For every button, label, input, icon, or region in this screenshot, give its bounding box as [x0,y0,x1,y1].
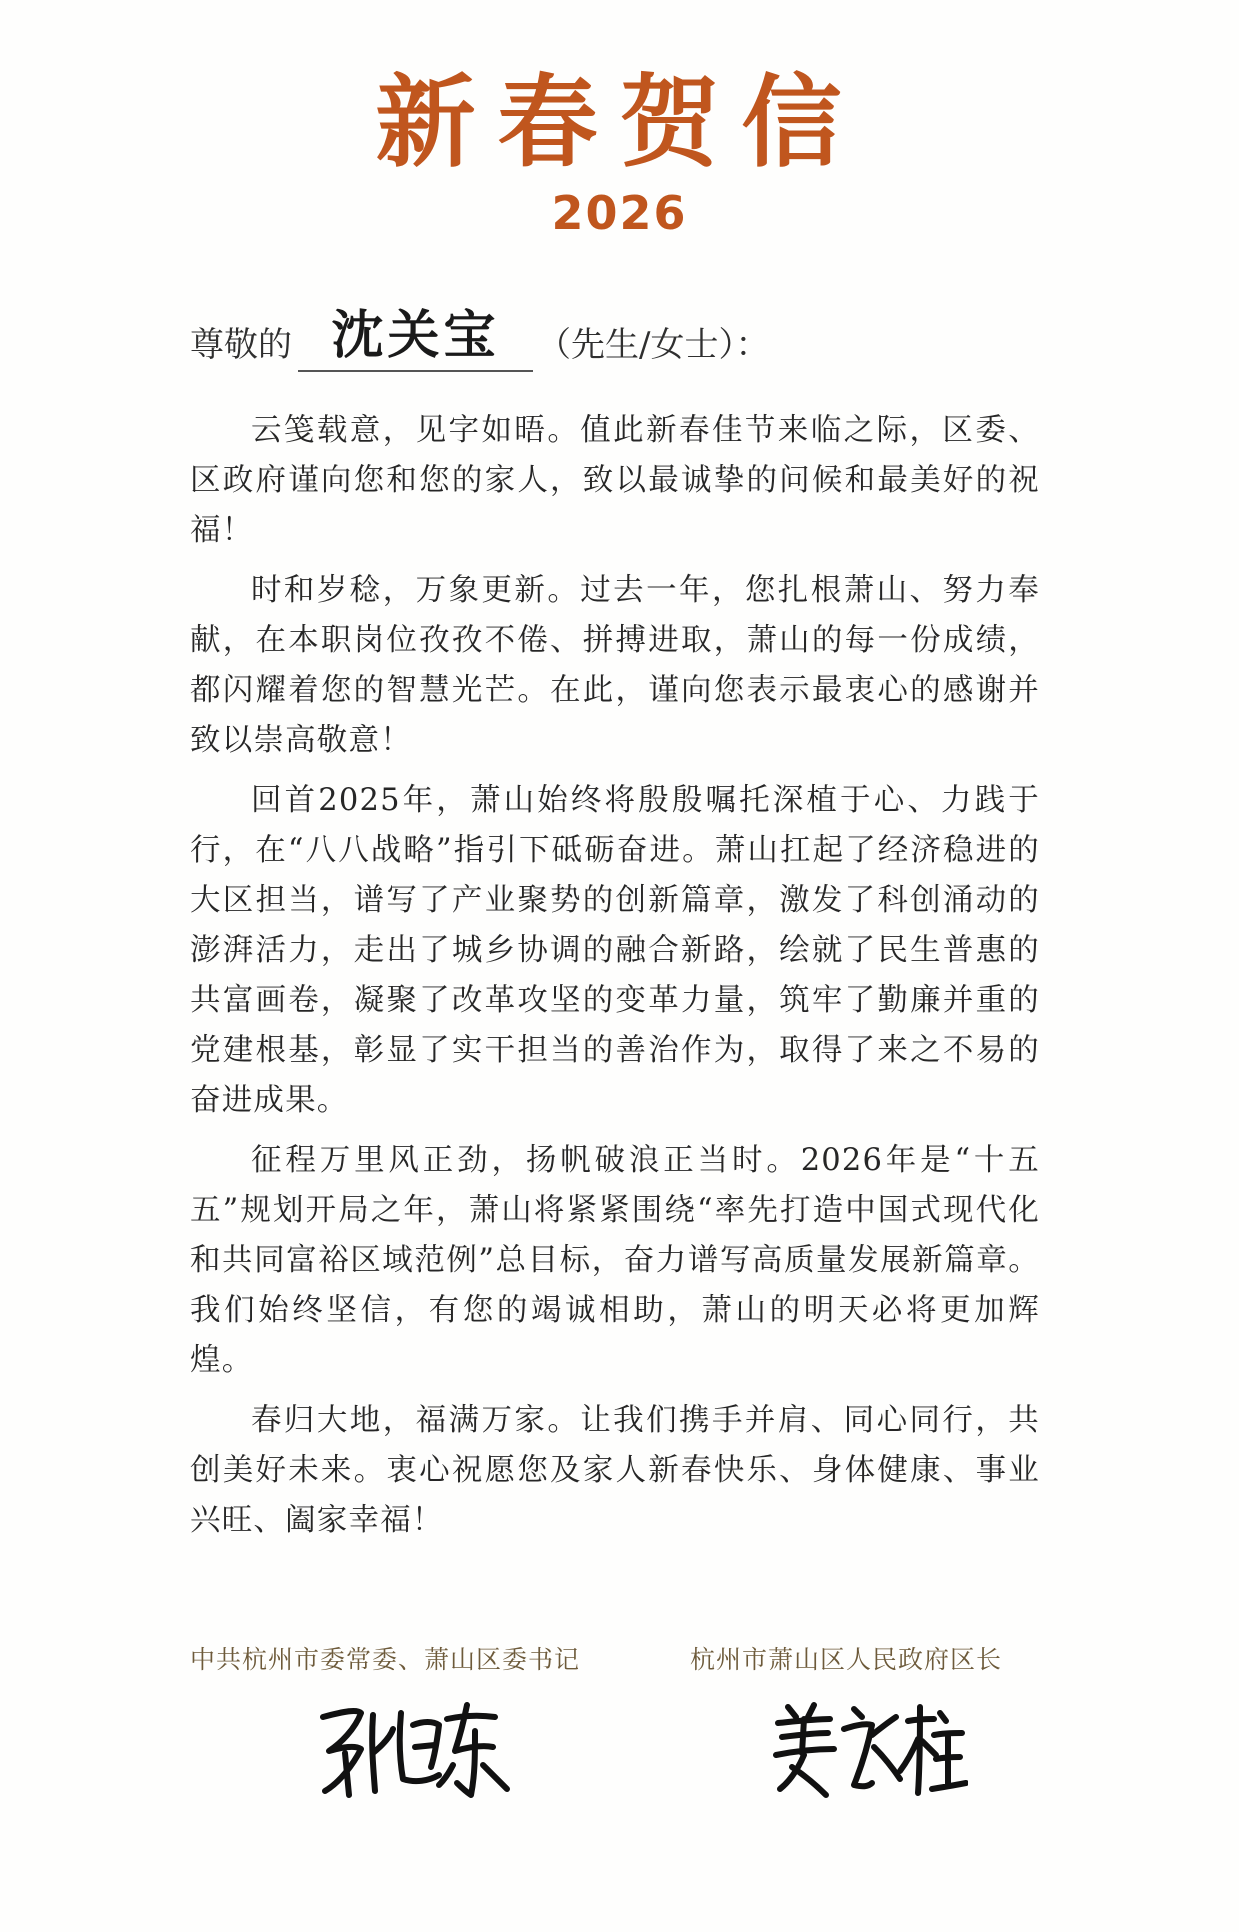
recipient-name-field [298,306,533,372]
paragraph: 春归大地，福满万家。让我们携手并肩、同心同行，共创美好未来。衷心祝愿您及家人新春快乐、身体健康、事业兴旺、阖家幸福！ [190,1403,1040,1538]
paragraph: 云笺载意，见字如晤。值此新春佳节来临之际，区委、区政府谨向您和您的家人，致以最诚挚的问候和最美好的祝福！ [190,413,1040,548]
paragraph: 时和岁稔，万象更新。过去一年，您扎根萧山、努力奉献，在本职岗位孜孜不倦、拼搏进取，萧山的每一份成绩，都闪耀着您的智慧光芒。在此，谨向您表示最衷心的感谢并致以崇高敬意！ [190,573,1040,758]
left-signature [315,1695,515,1805]
greeting-suffix: （先生/女士）： [537,325,770,365]
recipient-name: 沈关宝 [331,305,500,366]
greeting-prefix: 尊敬的 [190,325,292,365]
greeting-line [190,300,769,372]
letter-title: 新春贺信 [375,63,864,181]
paragraph: 征程万里风正劲，扬帆破浪正当时。2026年是“十五五”规划开局之年，萧山将紧紧围绕“率先打造中国式现代化和共同富裕区域范例”总目标，奋力谱写高质量发展新篇章。我们始终坚信，有您的竭诚相助，萧山的明天必将更加辉煌。 [190,1143,1040,1378]
left-signer-title: 中共杭州市委常委、萧山区委书记 [190,1645,581,1674]
year-label: 2026 [551,186,688,240]
letter-body [190,406,1040,1556]
right-signer-title: 杭州市萧山区人民政府区长 [690,1645,1003,1674]
paragraph: 回首2025年，萧山始终将殷殷嘱托深植于心、力践于行，在“八八战略”指引下砥砺奋进。萧山扛起了经济稳进的大区担当，谱写了产业聚势的创新篇章，激发了科创涌动的澎湃活力，走出了城乡协调的融合新路，绘就了民生普惠的共富画卷，凝聚了改革攻坚的变革力量，筑牢了勤廉并重的党建根基，彰显了实干担当的善治作为，取得了来之不易的奋进成果。 [190,783,1040,1118]
right-signature [768,1695,968,1805]
